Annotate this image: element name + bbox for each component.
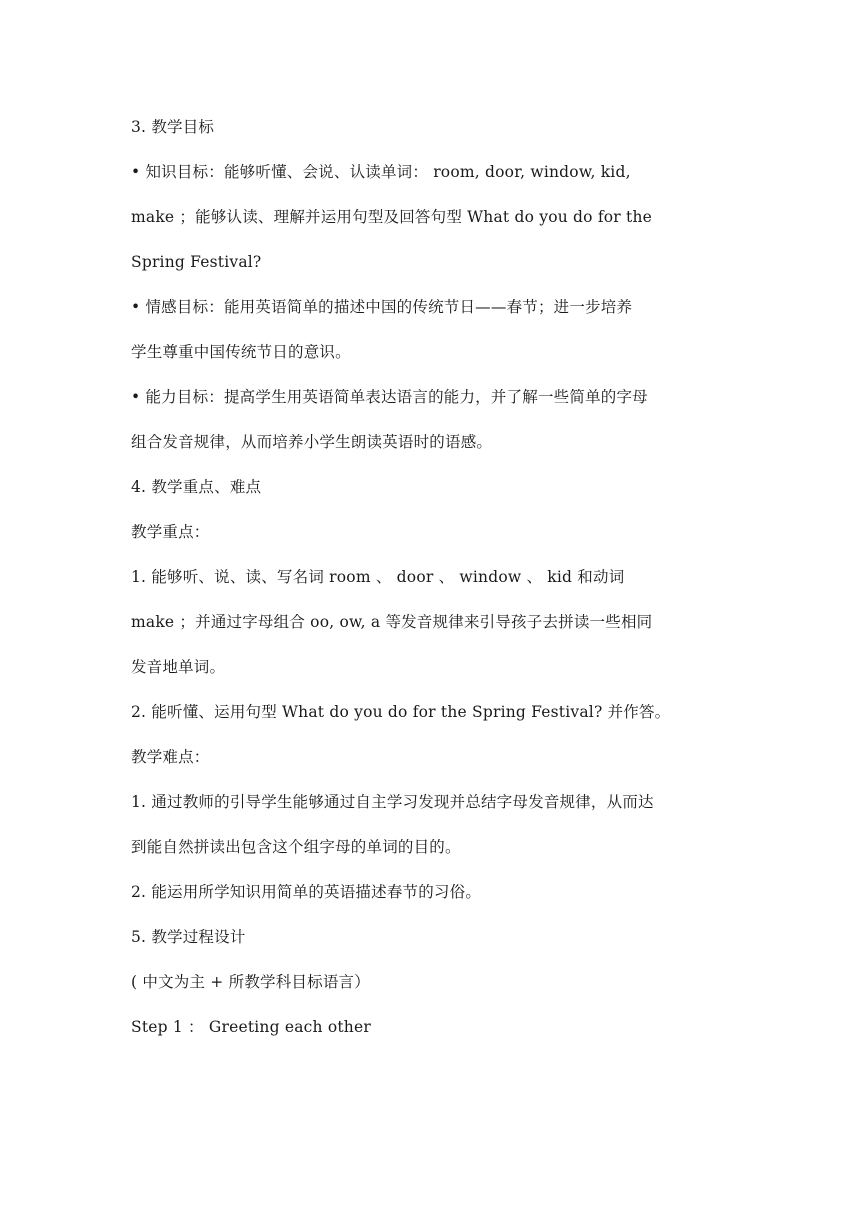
text-line: 2. 能听懂、运用句型 What do you do for the Spring Festival? 并作答。 (131, 703, 671, 721)
step-heading: Step 1 ： Greeting each other (131, 1018, 371, 1036)
text-line: make ；能够认读、理解并运用句型及回答句型 What do you do for the (131, 208, 653, 226)
text-line: 2. 能运用所学知识用简单的英语描述春节的习俗。 (131, 883, 482, 901)
text-line: 1. 通过教师的引导学生能够通过自主学习发现并总结字母发音规律，从而达 (131, 793, 654, 811)
section-heading-objectives: 3. 教学目标 (131, 118, 215, 136)
text-line: ( 中文为主 + 所教学科目标语言） (131, 973, 370, 991)
section-heading-process: 5. 教学过程设计 (131, 928, 246, 946)
text-line: 1. 能够听、说、读、写名词 room 、 door 、 window 、 kid 和动词 (131, 568, 625, 586)
subheading-difficulties: 教学难点： (131, 748, 210, 766)
section-heading-key-points: 4. 教学重点、难点 (131, 478, 262, 496)
text-line: 学生尊重中国传统节日的意识。 (131, 343, 351, 361)
subheading-key-points: 教学重点： (131, 523, 210, 541)
text-line: 组合发音规律，从而培养小学生朗读英语时的语感。 (131, 433, 493, 451)
text-line: • 知识目标：能够听懂、会说、认读单词： room, door, window, kid, (131, 163, 631, 181)
text-line: Spring Festival? (131, 253, 262, 271)
text-line: 到能自然拼读出包含这个组字母的单词的目的。 (131, 838, 461, 856)
text-line: • 情感目标：能用英语简单的描述中国的传统节日——春节；进一步培养 (131, 298, 633, 316)
text-line: • 能力目标：提高学生用英语简单表达语言的能力，并了解一些简单的字母 (131, 388, 648, 406)
text-line: 发音地单词。 (131, 658, 226, 676)
text-line: make ；并通过字母组合 oo, ow, a 等发音规律来引导孩子去拼读一些相同 (131, 613, 653, 631)
